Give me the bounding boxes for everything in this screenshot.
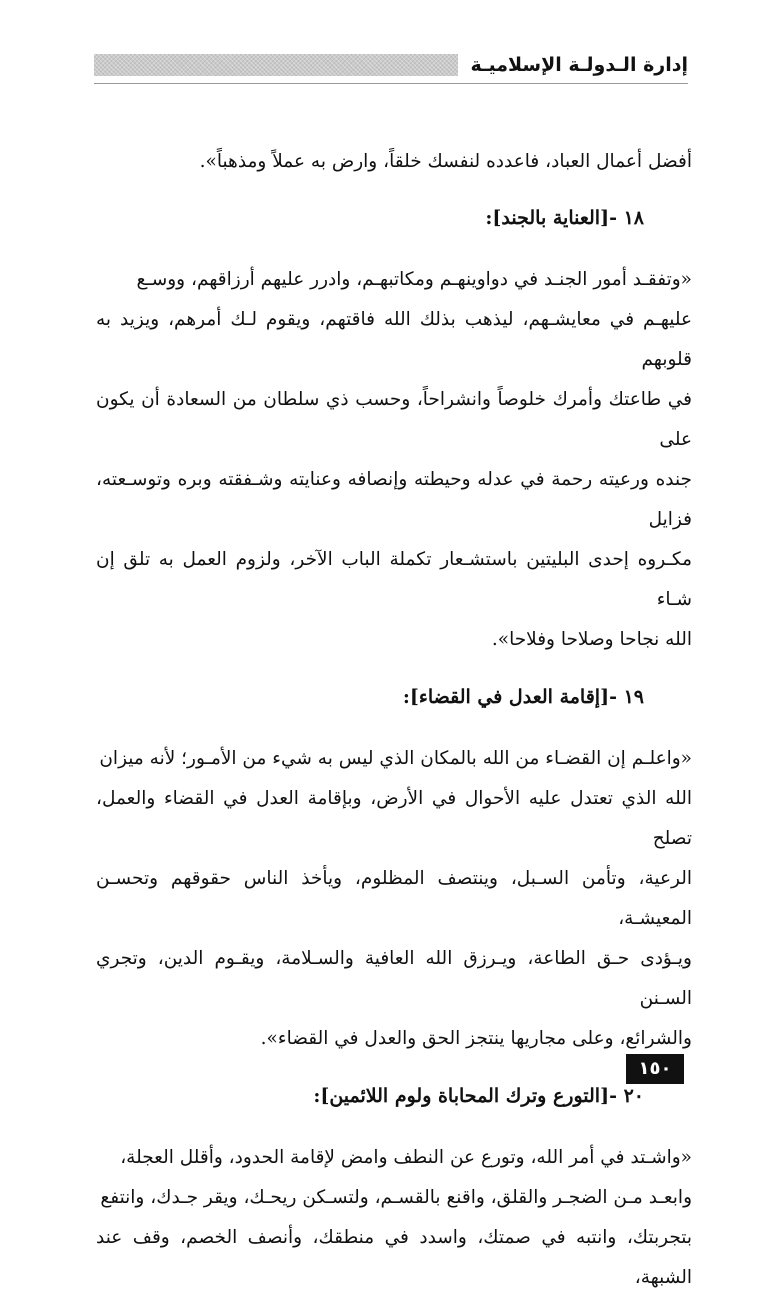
text-line: جنده ورعيته رحمة في عدله وحيطته وإنصافه وعنايته وشـفقته وبره وتوسـعته، فزايل (96, 469, 692, 530)
section-heading-20: ٢٠ -[التورع وترك المحاباة ولوم اللائمين]: (313, 1085, 644, 1107)
text-line: «وتفقـد أمور الجنـد في دواوينهـم ومكاتبهـم، وادرر عليهم أرزاقهم، ووسـع (136, 269, 692, 290)
page-body (96, 142, 692, 1315)
header-decorative-band (94, 54, 458, 76)
section-paragraph-18 (96, 260, 692, 660)
text-line: الله نجاحا وصلاحا وفلاحا». (491, 629, 692, 650)
page-number: ١٥٠ (626, 1054, 684, 1084)
section-heading-18: ١٨ -[العناية بالجند]: (485, 207, 644, 229)
text-line: مكـروه إحدى البليتين باستشـعار تكملة الباب الآخر، ولزوم العمل به تلق إن شـاء (96, 549, 692, 610)
text-line: «واعلـم إن القضـاء من الله بالمكان الذي ليس به شيء من الأمـور؛ لأنه ميزان (99, 748, 692, 769)
text-line: والشرائع، وعلى مجاريها ينتجز الحق والعدل في القضاء». (260, 1028, 692, 1049)
text-line: ويـؤدى حـق الطاعة، ويـرزق الله العافية والسـلامة، ويقـوم الدين، وتجري السـنن (96, 948, 692, 1009)
opening-paragraph: أفضل أعمال العباد، فاعدده لنفسك خلقاً، وارض به عملاً ومذهباً». (199, 151, 692, 172)
text-line: الله الذي تعتدل عليه الأحوال في الأرض، وبإقامة العدل في القضاء والعمل، تصلح (96, 788, 692, 849)
text-line: وابعـد مـن الضجـر والقلق، واقنع بالقسـم، ولتسـكن ريحـك، ويقر جـدك، وانتفع (100, 1187, 692, 1208)
header-title: إدارة الـدولـة الإسلاميـة (470, 54, 688, 76)
text-line: بتجربتك، وانتبه في صمتك، واسدد في منطقك، وأنصف الخصم، وقف عند الشبهة، (96, 1227, 692, 1288)
section-paragraph-19 (96, 739, 692, 1059)
text-line: «واشـتد في أمر الله، وتورع عن النطف وامض لإقامة الحدود، وأقلل العجلة، (120, 1147, 692, 1168)
section-paragraph-20 (96, 1138, 692, 1298)
section-heading-19: ١٩ -[إقامة العدل في القضاء]: (402, 686, 644, 708)
running-header (94, 52, 688, 78)
text-line: عليهـم في معايشـهم، ليذهب بذلك الله فاقتهم، ويقوم لـك أمرهم، ويزيد به قلوبهم (96, 309, 692, 370)
header-divider (94, 83, 688, 84)
text-line: الرعية، وتأمن السـبل، وينتصف المظلوم، ويأخذ الناس حقوقهم وتحسـن المعيشـة، (96, 868, 692, 929)
text-line: في طاعتك وأمرك خلوصاً وانشراحاً، وحسب ذي سلطان من السعادة أن يكون على (96, 389, 692, 450)
